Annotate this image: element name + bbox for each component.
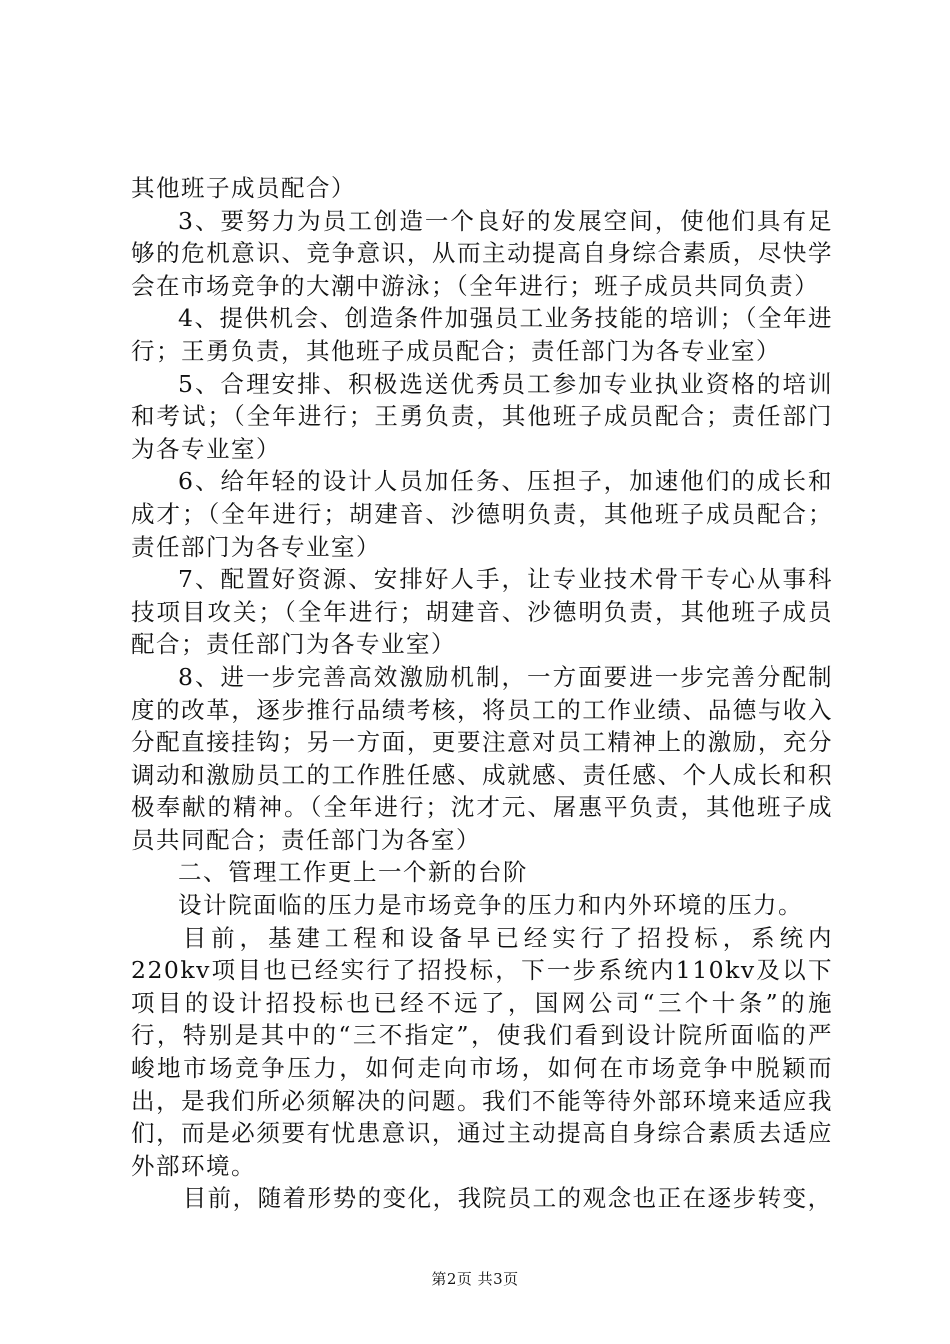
- paragraph-item-8: 8、进一步完善高效激励机制，一方面要进一步完善分配制度的改革，逐步推行品绩考核，将员工的工作业绩、品德与收入分配直接挂钩；另一方面，更要注意对员工精神上的激励，充分调动和激励员工的工作胜任感、成就感、责任感、个人成长和积极奉献的精神。（全年进行；沈才元、屠惠平负责，其他班子成员共同配合；责任部门为各室）: [131, 662, 833, 854]
- paragraph-item-6: 6、给年轻的设计人员加任务、压担子，加速他们的成长和成才；（全年进行；胡建音、沙德明负责，其他班子成员配合；责任部门为各专业室）: [131, 467, 833, 561]
- paragraph-item-5: 5、合理安排、积极选送优秀员工参加专业执业资格的培训和考试；（全年进行；王勇负责，其他班子成员配合；责任部门为各专业室）: [131, 369, 833, 463]
- paragraph-pressure: 设计院面临的压力是市场竞争的压力和内外环境的压力。: [178, 891, 803, 920]
- section-heading: 二、管理工作更上一个新的台阶: [178, 858, 528, 887]
- paragraph-item-7: 7、配置好资源、安排好人手，让专业技术骨干专心从事科技项目攻关；（全年进行；胡建音、沙德明负责，其他班子成员配合；责任部门为各专业室）: [131, 565, 833, 659]
- paragraph-item-3: 3、要努力为员工创造一个良好的发展空间，使他们具有足够的危机意识、竞争意识，从而主动提高自身综合素质，尽快学会在市场竞争的大潮中游泳；（全年进行；班子成员共同负责）: [131, 206, 833, 300]
- paragraph-bidding: 目前，基建工程和设备早已经实行了招投标，系统内220kv项目也已经实行了招投标，下一步系统内110kv及以下项目的设计招投标也已经不远了，国网公司“三个十条”的施行，特别是其中的“三不指定”，使我们看到设计院所面临的严峻地市场竞争压力，如何走向市场，如何在市场竞争中脱颖而出，是我们所必须解决的问题。我们不能等待外部环境来适应我们，而是必须要有忧患意识，通过主动提高自身综合素质去适应外部环境。: [131, 923, 833, 1180]
- paragraph-continuation: 其他班子成员配合）: [131, 174, 356, 202]
- page-footer: 第2页 共3页: [431, 1270, 519, 1288]
- body-text: [131, 172, 833, 1215]
- paragraph-item-4: 4、提供机会、创造条件加强员工业务技能的培训；（全年进行；王勇负责，其他班子成员配合；责任部门为各专业室）: [131, 304, 833, 365]
- paragraph-change: 目前，随着形势的变化，我院员工的观念也正在逐步转变，: [182, 1184, 833, 1213]
